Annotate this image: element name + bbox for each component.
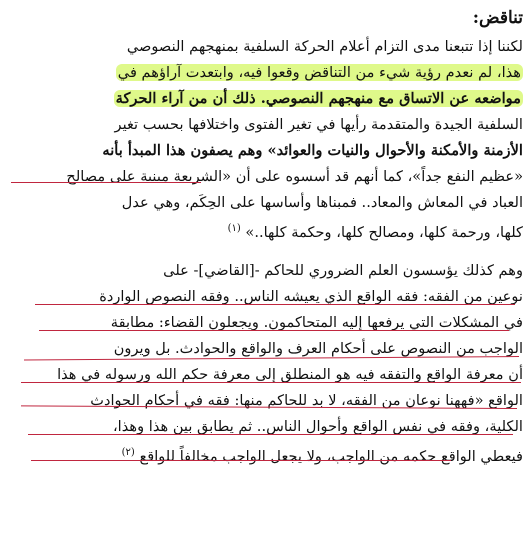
paragraph1-line-7: العباد في المعاش والمعاد.. فمبناها وأساسها على الحِكَم، وهي عدل: [121, 194, 523, 211]
paragraph2-line-4: الواجب من النصوص على أحكام العرف والواقع والحوادث. بل ويرون: [113, 340, 523, 357]
paragraph2-line-5: أن معرفة الواقع والتفقه فيه هو المنطلق إلى معرفة حكم الله ورسوله في هذا: [57, 366, 523, 383]
paragraph1-line-4: السلفية الجيدة والمتقدمة رأيها في تغير الفتوى واختلافها بحسب تغير: [114, 116, 523, 133]
paragraph2-line-2: نوعين من الفقه: فقه الواقع الذي يعيشه الناس.. وفقه النصوص الواردة: [99, 288, 523, 305]
red-underline: [39, 330, 509, 331]
paragraph2-line-8: [8, 440, 523, 466]
paragraph1-line-5: الأزمنة والأمكنة والأحوال والنيات والعوائد» وهم يصفون هذا المبدأ بأنه: [102, 142, 523, 159]
red-underline: [35, 304, 515, 305]
red-underline: [11, 182, 201, 183]
paragraph1-line-6: «عظيم النفع جداً»، كما أنهم قد أسسوه على أن «الشريعة مبنية على مصالح: [66, 168, 523, 185]
paragraph2-line-1: وهم كذلك يؤسسون العلم الضروري للحاكم -[القاضي]- على: [163, 262, 523, 279]
highlighted-text: هذا، لم نعدم رؤية شيء من التناقض وقعوا فيه، وابتعدت آراؤهم في: [117, 64, 521, 81]
red-underline: [28, 434, 513, 435]
red-underline: [31, 460, 451, 461]
paragraph1-line-1: لكننا إذا تتبعنا مدى التزام أعلام الحركة السلفية بمنهجهم النصوصي: [126, 38, 523, 55]
paragraph2-line-7: الكلية، وفقه في نفس الواقع وأحوال الناس.. ثم يطابق بين هذا وهذا،: [112, 418, 523, 435]
paragraph2-line-8-text: فيعطي الواقع حكمه من الواجب، ولا يجعل الواجب مخالفاً للواقع: [139, 447, 523, 465]
paragraph1-line-8-text: كلها، ورحمة كلها، ومصالح كلها، وحكمة كلها..»: [245, 223, 523, 241]
section-heading: تناقض:: [472, 8, 523, 28]
highlighted-text: مواضعه عن الاتساق مع منهجهم النصوصي. ذلك أن من آراء الحركة: [115, 90, 521, 107]
red-underline: [21, 382, 521, 383]
paragraph2-line-6: الواقع «فههنا نوعان من الفقه، لا بد للحاكم منها: فقه في أحكام الحوادث: [90, 392, 523, 409]
paragraph1-line-3: [8, 86, 523, 112]
paragraph2-line-3: في المشكلات التي يرفعها إليه المتحاكمون. ويجعلون القضاء: مطابقة: [110, 314, 523, 331]
paragraph1-line-2: [8, 60, 523, 86]
paragraph1-line-8: [8, 216, 523, 242]
footnote-marker-2: (٢): [121, 447, 135, 458]
footnote-marker-1: (١): [227, 223, 241, 234]
